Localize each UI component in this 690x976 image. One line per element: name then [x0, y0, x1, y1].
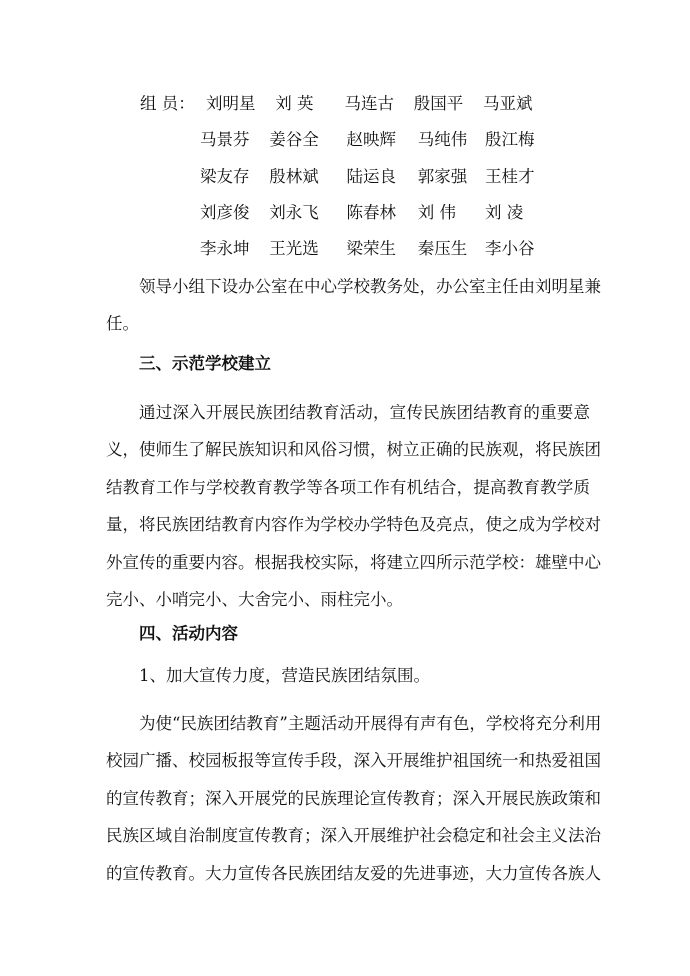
office-note-line: 领导小组下设办公室在中心学校教务处，办公室主任由刘明星兼 [139, 277, 601, 296]
section-3-paragraph [106, 394, 601, 618]
section-3-heading: 三、示范学校建立 [139, 354, 271, 373]
member-name: 刘永飞 [269, 203, 319, 222]
section-4-item-1: 1、加大宣传力度，营造民族团结氛围。 [139, 666, 430, 685]
paragraph-line: 的宣传教育。大力宣传各民族团结友爱的先进事迹，大力宣传各族人 [106, 863, 601, 883]
member-name: 王桂才 [485, 167, 535, 186]
member-name: 殷国平 [413, 94, 464, 113]
member-name: 赵映辉 [346, 130, 396, 149]
member-name: 秦压生 [417, 239, 468, 258]
member-name: 殷江梅 [485, 130, 535, 149]
member-name: 姜谷全 [269, 130, 319, 149]
member-name: 刘 伟 [417, 203, 456, 222]
member-name: 马纯伟 [417, 130, 468, 149]
member-name: 李永坤 [200, 239, 250, 258]
member-name: 马景芬 [200, 130, 250, 149]
members-row-2 [200, 128, 549, 152]
members-label: 组 员： [140, 94, 195, 113]
member-name: 陆运良 [346, 167, 396, 186]
members-row-5 [200, 237, 549, 261]
paragraph-line: 量，将民族团结教育内容作为学校办学特色及亮点，使之成为学校对 [106, 515, 601, 535]
member-name: 郭家强 [417, 167, 468, 186]
paragraph-line: 民族区域自治制度宣传教育；深入开展维护社会稳定和社会主义法治 [106, 826, 601, 846]
member-name: 刘明星 [206, 94, 256, 113]
paragraph-line: 结教育工作与学校教育教学等各项工作有机结合，提高教育教学质 [106, 477, 590, 497]
paragraph-line: 义，使师生了解民族知识和风俗习惯，树立正确的民族观，将民族团 [106, 440, 601, 460]
paragraph-line: 外宣传的重要内容。根据我校实际，将建立四所示范学校：雄壁中心 [106, 552, 601, 572]
paragraph-line: 为使“民族团结教育”主题活动开展得有声有色，学校将充分利用 [139, 714, 602, 733]
member-name: 马亚斌 [483, 94, 533, 113]
members-row-1 [206, 92, 547, 116]
paragraph-line: 通过深入开展民族团结教育活动，宣传民族团结教育的重要意 [139, 403, 590, 422]
member-name: 梁友存 [200, 167, 250, 186]
paragraph-line: 的宣传教育；深入开展党的民族理论宣传教育；深入开展民族政策和 [106, 788, 601, 808]
paragraph-line: 完小、小哨完小、大舍完小、雨柱完小。 [106, 590, 403, 610]
office-note-paragraph [106, 268, 601, 343]
members-row-4 [200, 201, 549, 225]
member-name: 梁荣生 [346, 239, 396, 258]
members-row-3 [200, 165, 549, 189]
member-name: 李小谷 [485, 239, 535, 258]
section-4-heading: 四、活动内容 [139, 624, 238, 643]
member-name: 陈春林 [346, 203, 396, 222]
paragraph-line: 校园广播、校园板报等宣传手段，深入开展维护祖国统一和热爱祖国 [106, 751, 601, 771]
section-4-paragraph [106, 705, 602, 892]
member-name: 刘 凌 [485, 203, 524, 222]
member-name: 马连古 [344, 94, 394, 113]
member-name: 刘彦俊 [200, 203, 250, 222]
office-note-line: 任。 [106, 314, 139, 334]
member-name: 殷林斌 [269, 167, 319, 186]
member-name: 刘 英 [275, 94, 314, 113]
member-name: 王光选 [269, 239, 319, 258]
